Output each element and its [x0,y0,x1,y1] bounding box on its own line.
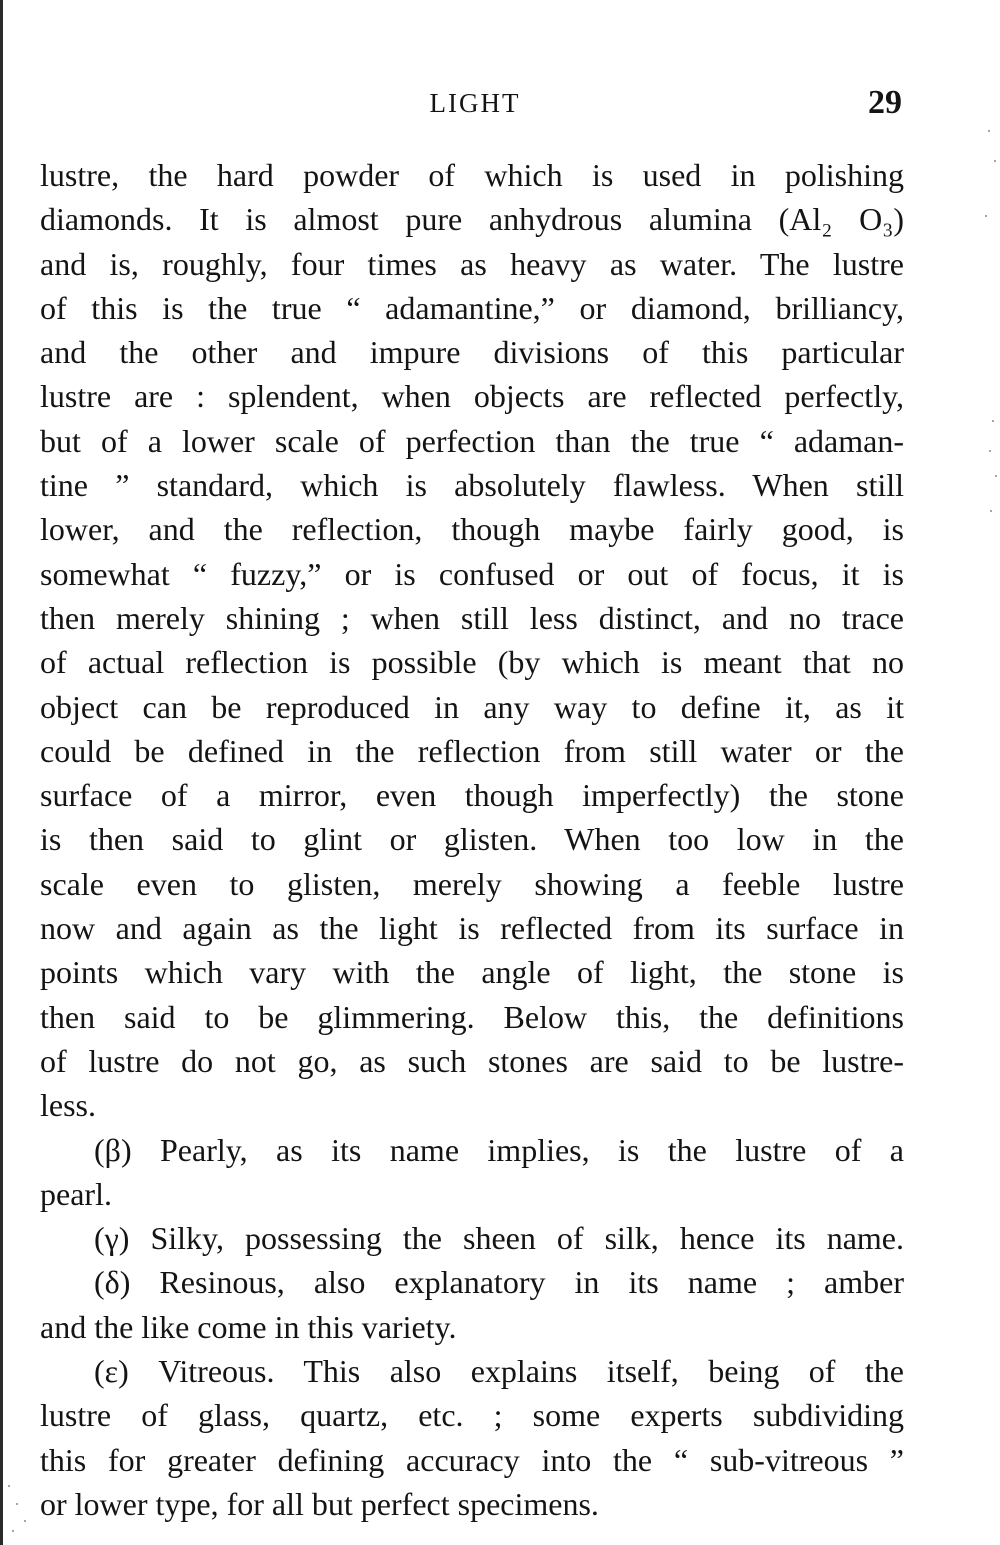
text-line: lustre, the hard powder of which is used in polishing [40,157,904,193]
text-line: (ε) Vitreous. This also explains itself, being of the [94,1353,904,1390]
text-line: lustre are : splendent, when objects are reflected perfectly, [40,378,904,415]
text-line: somewhat “ fuzzy,” or is confused or out of focus, it is [40,555,904,592]
running-head: LIGHT [429,88,521,118]
text-line: less. [40,1087,96,1124]
page-number: 29 [868,84,902,121]
text-line: surface of a mirror, even though imperfectly) the stone [40,777,904,814]
body-text [40,153,904,1526]
text-line: (β) Pearly, as its name implies, is the lustre of a [94,1131,904,1168]
text-line: points which vary with the angle of light, the stone is [40,954,904,991]
text-line: then said to be glimmering. Below this, the definitions [40,998,904,1035]
text-line: lower, and the reflection, though maybe fairly good, is [40,511,904,548]
text-line: is then said to glint or glisten. When too low in the [40,821,904,858]
text-line: tine ” standard, which is absolutely flawless. When still [40,467,904,504]
text-line: object can be reproduced in any way to define it, as it [40,688,904,725]
text-line: this for greater defining accuracy into the “ sub-vitreous ” [40,1441,904,1478]
text-line: of actual reflection is possible (by which is meant that no [40,644,904,681]
text-line: or lower type, for all but perfect specimens. [40,1485,599,1522]
scan-specks-right [980,120,1000,540]
text-line: (γ) Silky, possessing the sheen of silk, hence its name. [94,1220,904,1257]
text-line: and the other and impure divisions of this particular [40,334,904,371]
text-line: of lustre do not go, as such stones are said to be lustre- [40,1042,904,1079]
text-line: now and again as the light is reflected from its surface in [40,910,904,947]
text-line: of this is the true “ adamantine,” or diamond, brilliancy, [40,289,904,326]
text-line: diamonds. It is almost pure anhydrous alumina (Al₂ O₃) [40,201,904,238]
text-line: and the like come in this variety. [40,1308,457,1345]
text-line: could be defined in the reflection from still water or the [40,732,904,769]
page-header [0,84,1000,124]
text-line: but of a lower scale of perfection than the true “ adaman- [40,422,904,459]
text-line: and is, roughly, four times as heavy as water. The lustre [40,245,904,282]
text-line: then merely shining ; when still less distinct, and no trace [40,599,904,636]
scan-specks-bottom-left [4,1475,54,1545]
text-line: pearl. [40,1175,112,1212]
text-line: lustre of glass, quartz, etc. ; some experts subdividing [40,1397,904,1434]
text-line: (δ) Resinous, also explanatory in its name ; amber [94,1264,904,1301]
text-line: scale even to glisten, merely showing a feeble lustre [40,865,904,902]
page-edge-border [0,0,3,1545]
